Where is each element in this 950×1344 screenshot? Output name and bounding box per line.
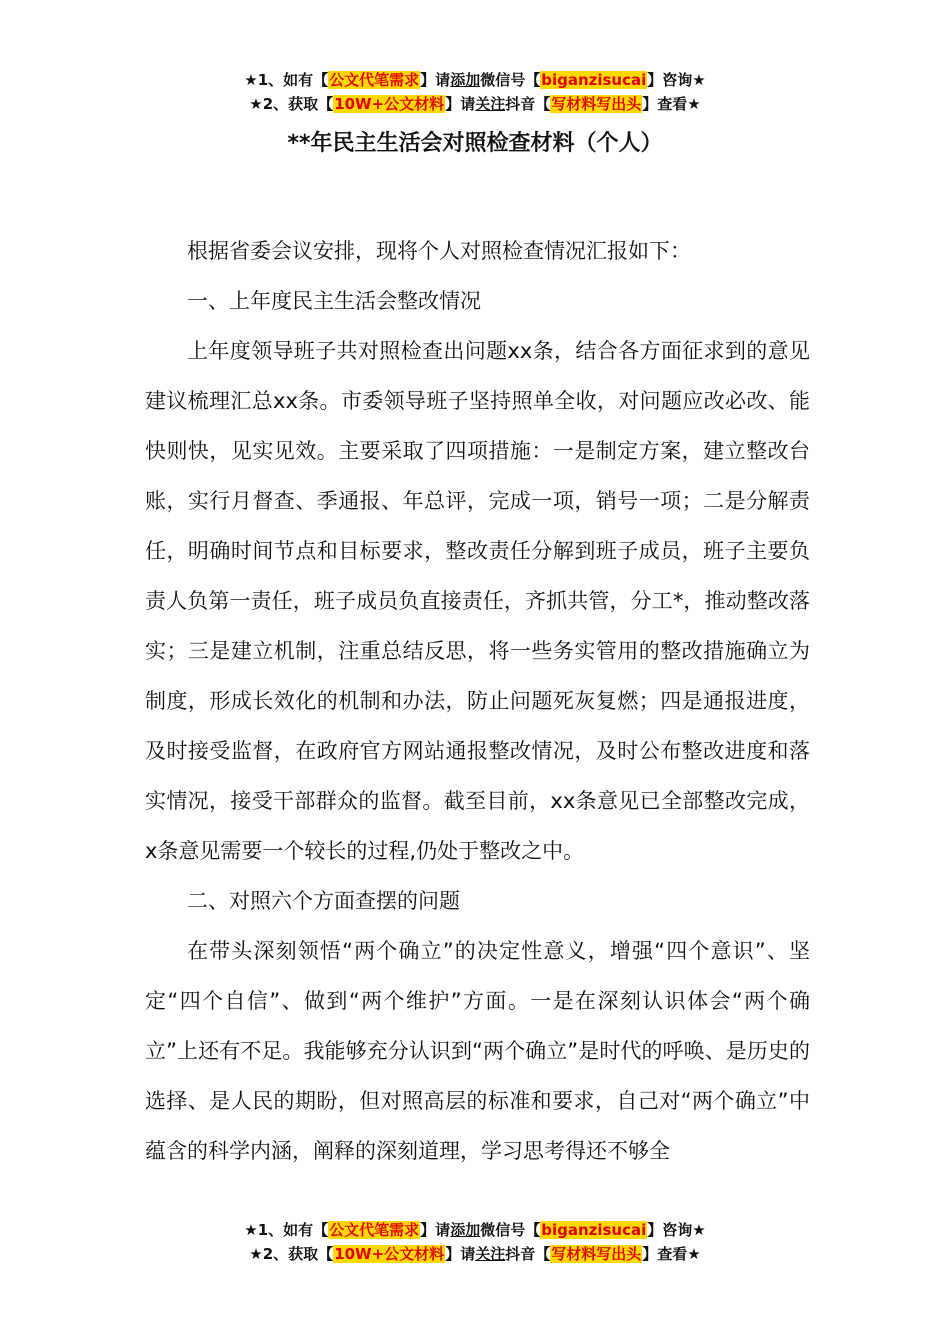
wechat-id-highlight: biganzisucai xyxy=(541,1221,647,1239)
header-banner xyxy=(0,68,950,116)
section-heading-2: 二、对照六个方面查摆的问题 xyxy=(187,889,460,913)
materials-highlight: 10W+公文材料 xyxy=(334,1245,445,1263)
header-banner-line-2: ★2、获取【10W+公文材料】请关注抖音【写材料写出头】查看★ xyxy=(249,95,701,113)
douyin-id-highlight: 写材料写出头 xyxy=(551,95,642,113)
document-body xyxy=(145,226,810,1176)
footer-banner-line-1: ★1、如有【公文代笔需求】请添加微信号【biganzisucai】咨询★ xyxy=(244,1221,706,1239)
footer-banner xyxy=(0,1218,950,1266)
douyin-id-highlight: 写材料写出头 xyxy=(551,1245,642,1263)
body-paragraph: 在带头深刻领悟“两个确立”的决定性意义，增强“四个意识”、坚定“四个自信”、做到“两个维护”方面。一是在深刻认识体会“两个确立”上还有不足。我能够充分认识到“两个确立”是时代的呼唤、是历史的选择、是人民的期盼，但对照高层的标准和要求，自己对“两个确立”中蕴含的科学内涵，阐释的深刻道理，学习思考得还不够全 xyxy=(145,939,810,1163)
intro-paragraph: 根据省委会议安排，现将个人对照检查情况汇报如下： xyxy=(187,239,691,263)
footer-banner-line-2: ★2、获取【10W+公文材料】请关注抖音【写材料写出头】查看★ xyxy=(249,1245,701,1263)
document-title: **年民主生活会对照检查材料（个人） xyxy=(287,131,663,156)
materials-highlight: 10W+公文材料 xyxy=(334,95,445,113)
ghostwriting-highlight: 公文代笔需求 xyxy=(329,71,420,89)
section-heading-1: 一、上年度民主生活会整改情况 xyxy=(187,289,481,313)
ghostwriting-highlight: 公文代笔需求 xyxy=(329,1221,420,1239)
wechat-id-highlight: biganzisucai xyxy=(541,71,647,89)
header-banner-line-1: ★1、如有【公文代笔需求】请添加微信号【biganzisucai】咨询★ xyxy=(244,71,706,89)
body-paragraph: 上年度领导班子共对照检查出问题xx条，结合各方面征求到的意见建议梳理汇总xx条。市委领导班子坚持照单全收，对问题应改必改、能快则快，见实见效。主要采取了四项措施：一是制定方案，建立整改台账，实行月督查、季通报、年总评，完成一项，销号一项；二是分解责任，明确时间节点和目标要求，整改责任分解到班子成员，班子主要负责人负第一责任，班子成员负直接责任，齐抓共管，分工*，推动整改落实；三是建立机制，注重总结反思，将一些务实管用的整改措施确立为制度，形成长效化的机制和办法，防止问题死灰复燃；四是通报进度，及时接受监督，在政府官方网站通报整改情况，及时公布整改进度和落实情况，接受干部群众的监督。截至目前，xx条意见已全部整改完成，x条意见需要一个较长的过程,仍处于整改之中。 xyxy=(145,339,810,863)
